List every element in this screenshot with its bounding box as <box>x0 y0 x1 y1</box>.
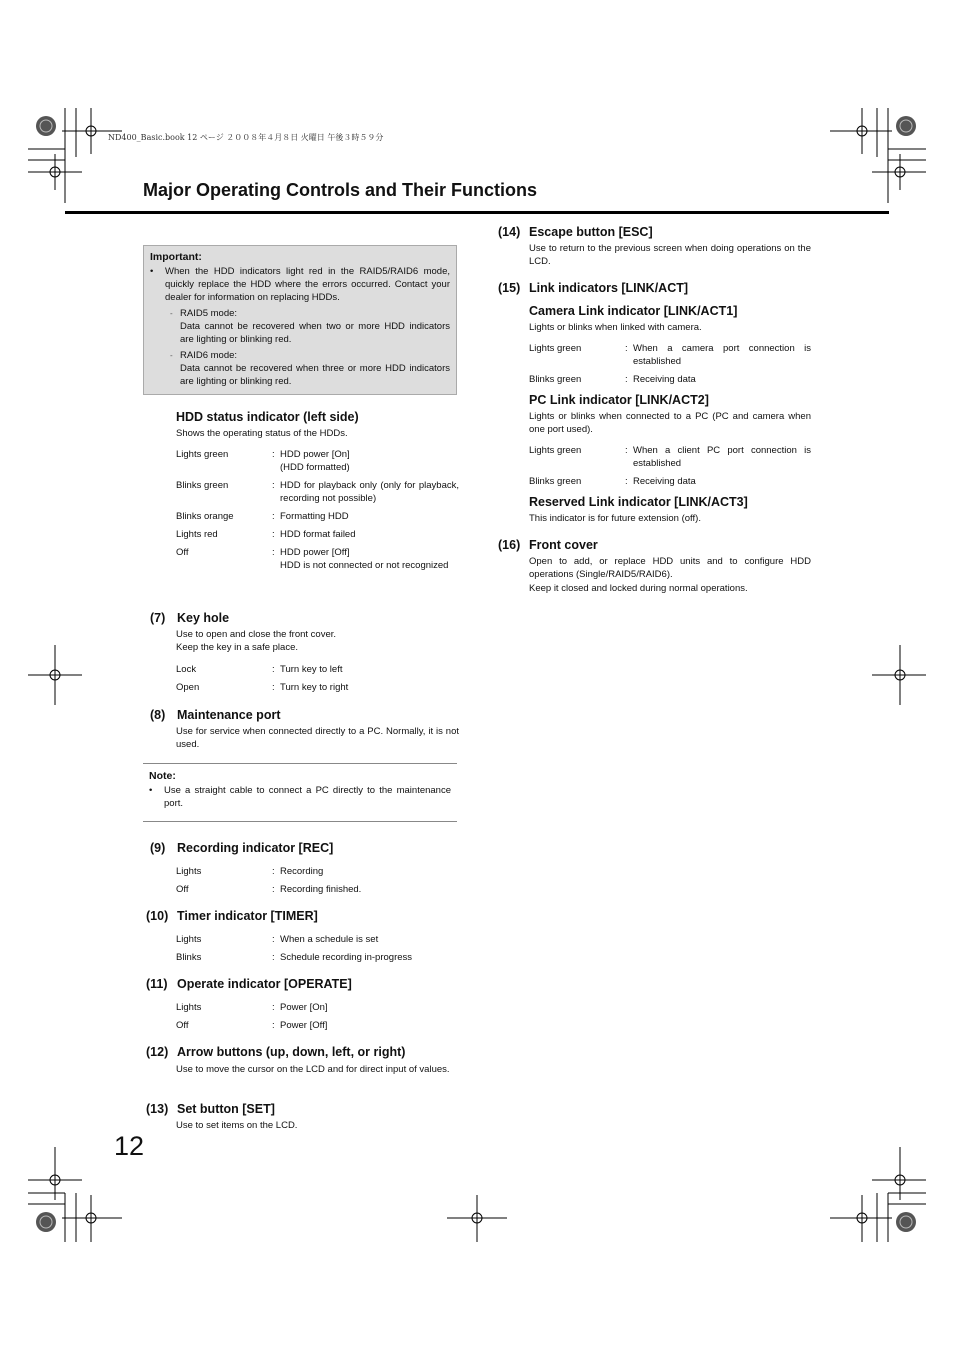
table-row: Lights : Recording <box>176 865 459 878</box>
set-heading <box>146 1102 275 1116</box>
row-key: Lights <box>176 934 202 945</box>
section-number: (12) <box>146 1045 169 1059</box>
pc-link-table <box>529 444 811 493</box>
section-title: Set button [SET] <box>177 1102 275 1116</box>
table-row: Lights : When a schedule is set <box>176 933 459 946</box>
note-label: Note: <box>149 770 176 782</box>
row-key: Blinks green <box>529 374 582 385</box>
row-value: Power [On] <box>280 1002 328 1013</box>
row-value: HDD power [Off] HDD is not connected or not recognized <box>280 547 449 571</box>
row-value: Recording finished. <box>280 884 362 895</box>
maintenance-heading <box>150 708 281 722</box>
section-number: (14) <box>498 225 521 239</box>
hdd-status-table <box>176 448 459 577</box>
file-info: ND400_Basic.book 12 ページ ２００８年４月８日 火曜日 午後３時５９分 <box>108 133 384 142</box>
row-key: Blinks <box>176 952 202 963</box>
row-value: When a client PC port connection is established <box>633 445 811 469</box>
row-value: Receiving data <box>633 476 696 487</box>
table-row: Off : Recording finished. <box>176 883 459 896</box>
table-row: Lock : Turn key to left <box>176 663 459 676</box>
desc-line: Keep it closed and locked during normal operations. <box>529 583 748 594</box>
row-value: Turn key to right <box>280 682 349 693</box>
important-label: Important: <box>150 251 202 263</box>
row-key: Lights <box>176 866 202 877</box>
row-value: Receiving data <box>633 374 696 385</box>
table-row: Blinks green : Receiving data <box>529 475 811 488</box>
raid5-text: Data cannot be recovered when two or more HDD indicators are lighting or blinking red. <box>180 321 450 345</box>
maintenance-desc: Use for service when connected directly to a PC. Normally, it is not used. <box>176 726 459 750</box>
table-row: Lights : Power [On] <box>176 1001 459 1014</box>
row-key: Blinks green <box>176 480 229 491</box>
timer-heading <box>146 909 318 923</box>
desc-line: Keep the key in a safe place. <box>176 642 298 653</box>
page-number: 12 <box>114 1131 145 1161</box>
key-hole-heading <box>150 611 229 625</box>
camera-link-table <box>529 342 811 391</box>
row-key: Off <box>176 1020 189 1031</box>
section-title: Timer indicator [TIMER] <box>177 909 318 923</box>
section-number: (8) <box>150 708 166 722</box>
row-value: HDD power [On] (HDD formatted) <box>280 449 350 473</box>
section-title: Recording indicator [REC] <box>177 841 334 855</box>
row-key: Blinks orange <box>176 511 234 522</box>
key-hole-table <box>176 663 459 699</box>
key-hole-desc <box>176 628 459 654</box>
row-value: HDD for playback only (only for playback, recording not possible) <box>280 480 459 504</box>
row-value: Turn key to left <box>280 664 343 675</box>
row-value: Power [Off] <box>280 1020 328 1031</box>
title-rule <box>65 211 889 214</box>
section-number: (13) <box>146 1102 169 1116</box>
note-box <box>143 763 457 822</box>
esc-desc: Use to return to the previous screen when doing operations on the LCD. <box>529 243 811 267</box>
row-key: Lights green <box>529 445 582 456</box>
row-key: Off <box>176 884 189 895</box>
row-key: Lights green <box>176 449 229 460</box>
section-title: Arrow buttons (up, down, left, or right) <box>177 1045 406 1059</box>
page-title: Major Operating Controls and Their Functions <box>143 180 538 200</box>
row-value: When a schedule is set <box>280 934 379 945</box>
table-row: Off : HDD power [Off] HDD is not connected or not recognized <box>176 546 459 572</box>
rec-table <box>176 865 459 901</box>
table-row: Blinks green : Receiving data <box>529 373 811 386</box>
cover-heading <box>498 538 598 552</box>
esc-heading <box>498 225 653 239</box>
section-title: Link indicators [LINK/ACT] <box>529 281 689 295</box>
section-number: (7) <box>150 611 166 625</box>
row-value: Schedule recording in-progress <box>280 952 413 963</box>
link-heading <box>498 281 688 295</box>
arrow-heading <box>146 1045 405 1059</box>
row-key: Lights <box>176 1002 202 1013</box>
operate-table <box>176 1001 459 1037</box>
table-row: Lights green : When a client PC port connection is established <box>529 445 811 469</box>
section-title: Operate indicator [OPERATE] <box>177 977 352 991</box>
table-row: Blinks orange : Formatting HDD <box>176 510 459 523</box>
raid6-label: - RAID6 mode: <box>150 349 450 362</box>
camera-link-desc: Lights or blinks when linked with camera. <box>529 322 702 333</box>
hdd-status-desc: Shows the operating status of the HDDs. <box>176 428 348 439</box>
cover-desc <box>529 555 811 595</box>
section-number: (10) <box>146 909 169 923</box>
table-row: Lights red : HDD format failed <box>176 528 459 541</box>
hdd-status-heading: HDD status indicator (left side) <box>176 410 359 424</box>
raid5-label: - RAID5 mode: <box>150 307 450 320</box>
row-key: Blinks green <box>529 476 582 487</box>
section-number: (9) <box>150 841 166 855</box>
section-number: (11) <box>146 977 168 991</box>
pc-link-heading: PC Link indicator [LINK/ACT2] <box>529 393 709 407</box>
table-row: Blinks green : HDD for playback only (only for playback, recording not possible) <box>176 480 459 504</box>
row-key: Open <box>176 682 200 693</box>
rec-heading <box>150 841 333 855</box>
table-row: Blinks : Schedule recording in-progress <box>176 951 459 964</box>
section-title: Front cover <box>529 538 598 552</box>
set-desc: Use to set items on the LCD. <box>176 1120 298 1131</box>
section-title: Key hole <box>177 611 230 625</box>
desc-line: Open to add, or replace HDD units and to configure HDD operations (Single/RAID5/RAID6). <box>529 556 811 580</box>
row-key: Lights red <box>176 529 218 540</box>
arrow-desc: Use to move the cursor on the LCD and for direct input of values. <box>176 1064 450 1075</box>
note-bullet: • Use a straight cable to connect a PC directly to the maintenance port. <box>149 784 451 810</box>
important-box <box>143 245 457 395</box>
row-value: Formatting HDD <box>280 511 349 522</box>
row-key: Off <box>176 547 189 558</box>
row-value: When a camera port connection is established <box>633 343 811 367</box>
table-row: Lights green : HDD power [On] (HDD formatted) <box>176 448 459 474</box>
row-value: Recording <box>280 866 324 877</box>
section-title: Maintenance port <box>177 708 281 722</box>
desc-line: Use to open and close the front cover. <box>176 629 337 640</box>
table-row: Lights green : When a camera port connection is established <box>529 343 811 367</box>
pc-link-desc: Lights or blinks when connected to a PC (PC and camera when one port used). <box>529 411 811 435</box>
camera-link-heading: Camera Link indicator [LINK/ACT1] <box>529 304 738 318</box>
reserved-link-heading: Reserved Link indicator [LINK/ACT3] <box>529 495 748 509</box>
row-key: Lock <box>176 664 197 675</box>
row-value: HDD format failed <box>280 529 356 540</box>
raid6-text: Data cannot be recovered when three or more HDD indicators are lighting or blinking red. <box>180 363 450 387</box>
operate-heading <box>146 977 352 991</box>
section-number: (15) <box>498 281 521 295</box>
table-row: Open : Turn key to right <box>176 681 459 694</box>
timer-table <box>176 933 459 969</box>
reserved-link-desc: This indicator is for future extension (off). <box>529 513 701 524</box>
section-title: Escape button [ESC] <box>529 225 653 239</box>
table-row: Off : Power [Off] <box>176 1019 459 1032</box>
important-bullet: • When the HDD indicators light red in the RAID5/RAID6 mode, quickly replace the HDD where the errors occurred. Contact your dealer for information on replacing HDDs. <box>150 265 450 304</box>
section-number: (16) <box>498 538 521 552</box>
row-key: Lights green <box>529 343 582 354</box>
